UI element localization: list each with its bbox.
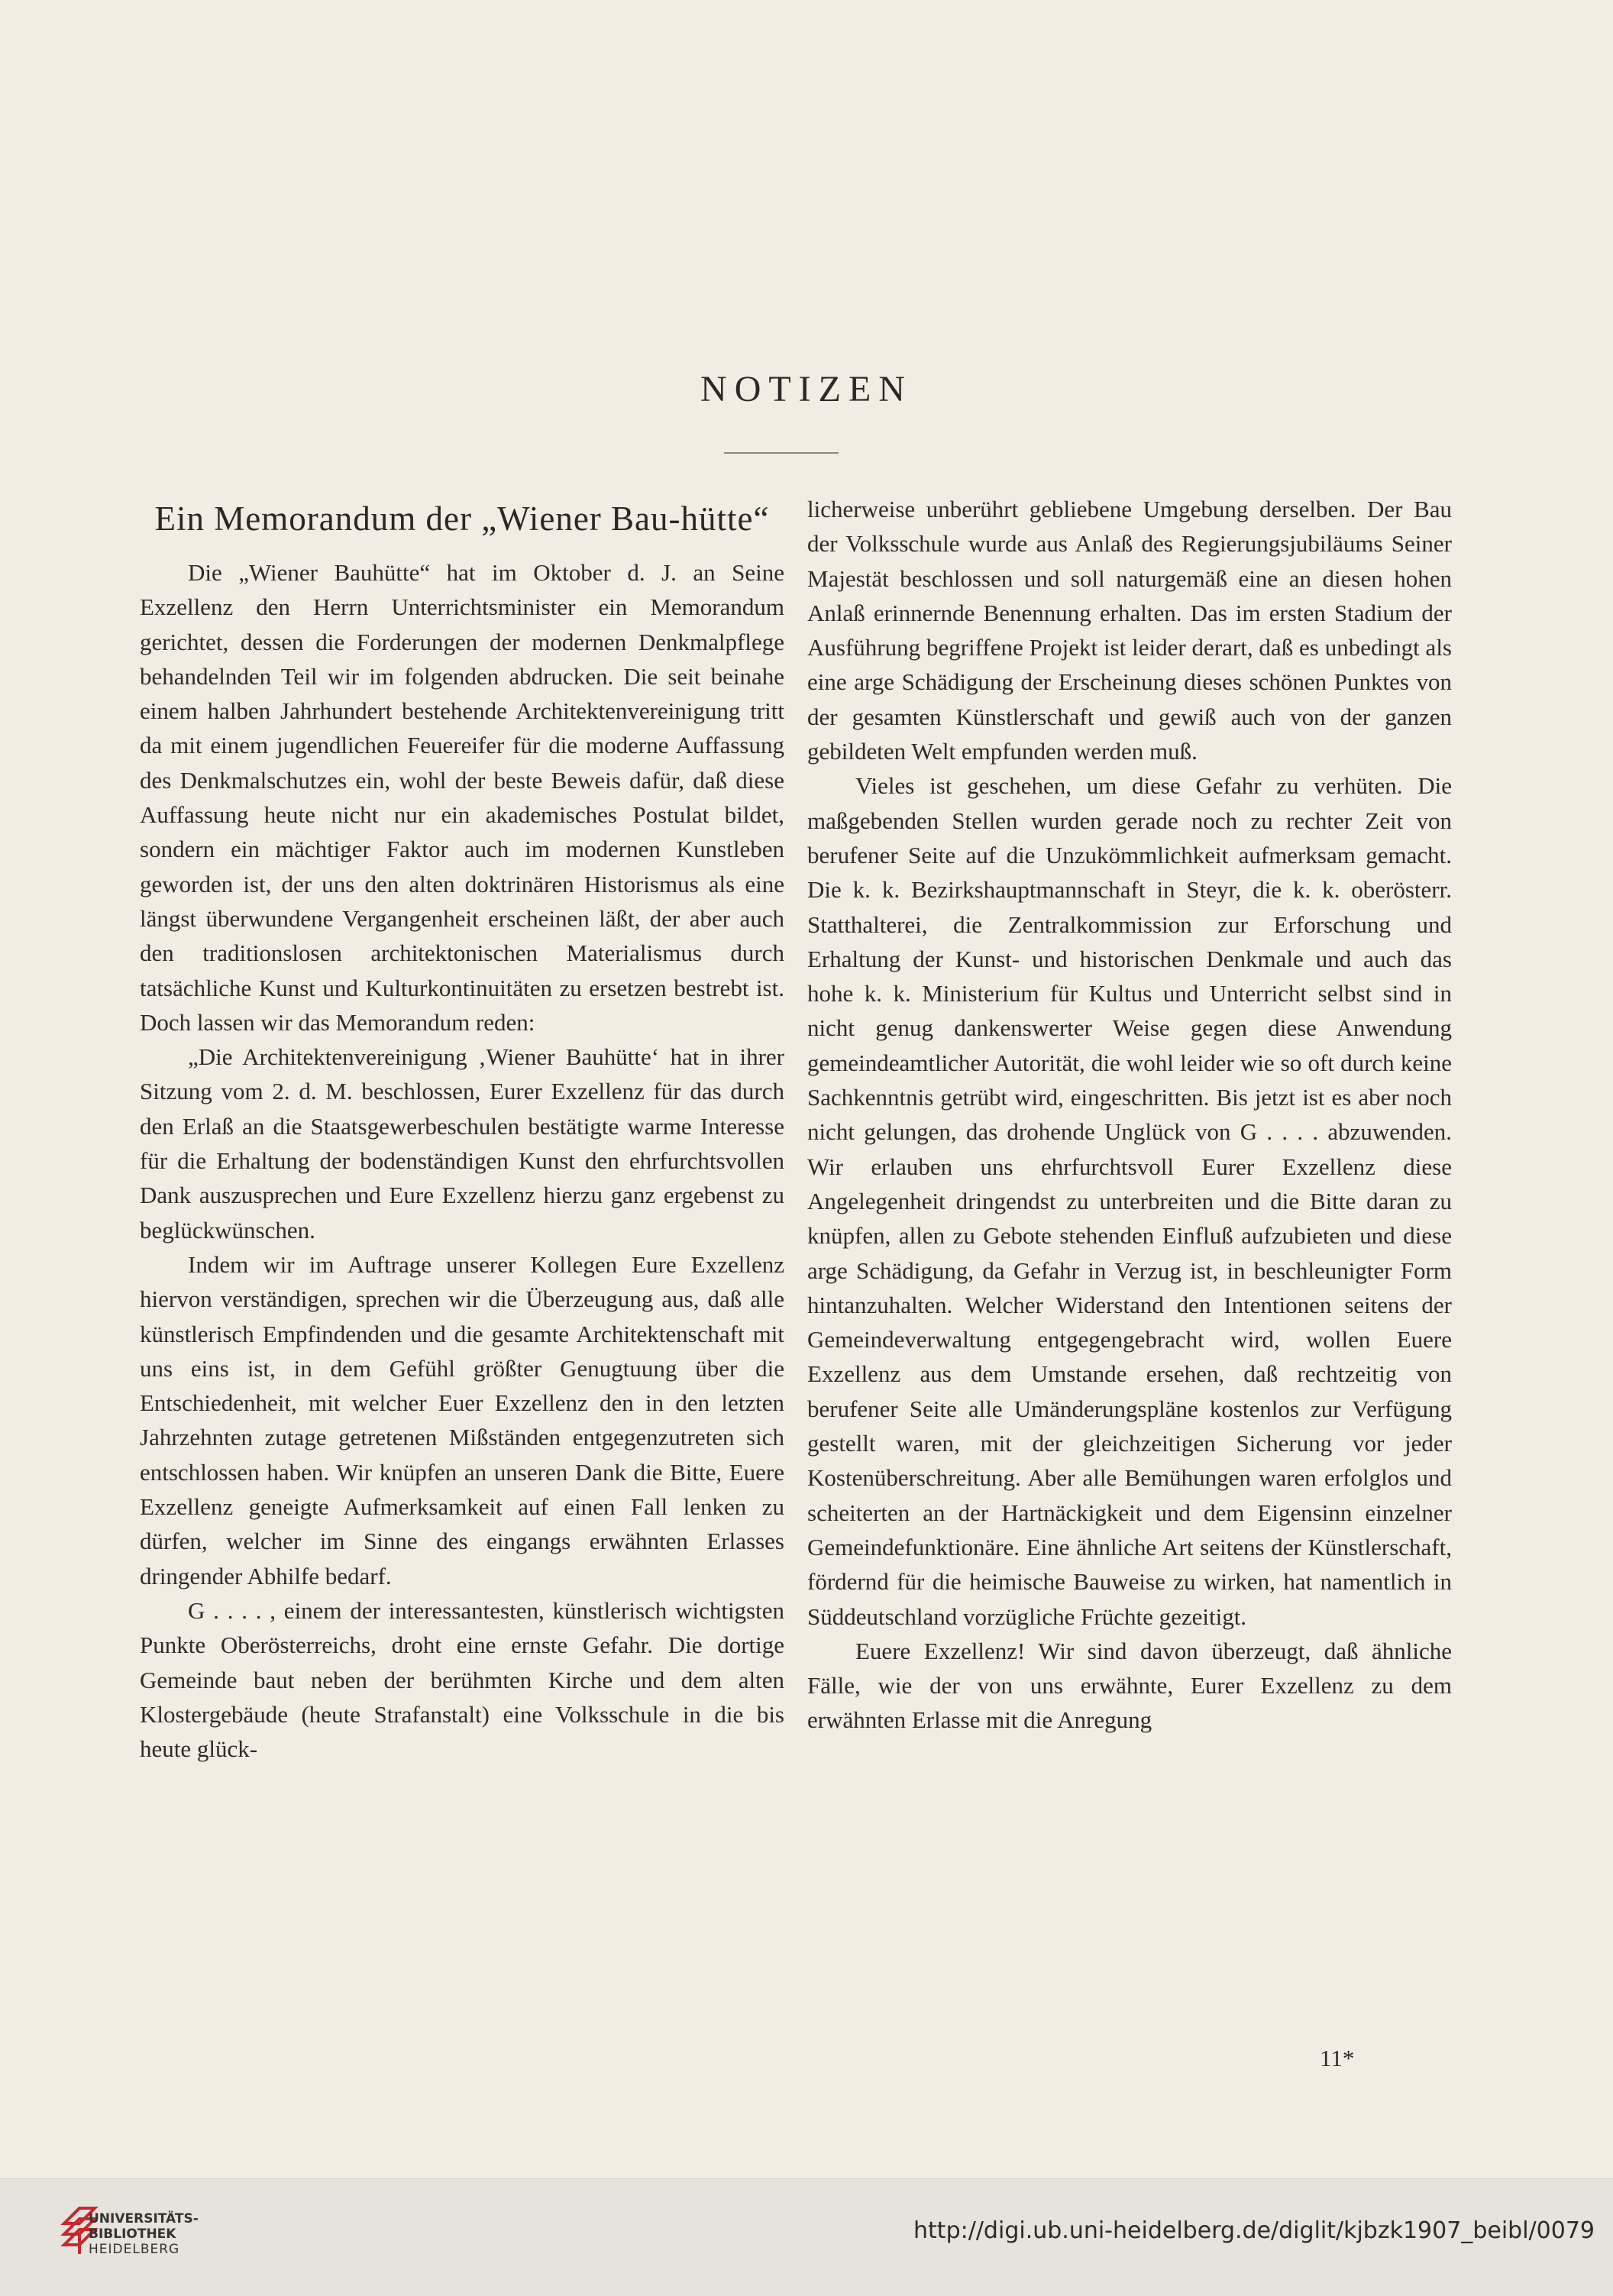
left-paragraph: G . . . . , einem der interessantesten, künstlerisch wichtigsten Punkte Oberösterreichs, droht eine ernste Gefahr. Die dortige Gemeinde baut neben der berühmten Kirche und dem alten Klostergebäude (heute Strafanstalt) eine Volksschule in die bis heute glück- bbox=[140, 1596, 784, 1763]
article-title: Ein Memorandum der „Wiener Bau-hütte“ bbox=[154, 500, 770, 538]
library-name-line: HEIDELBERG bbox=[89, 2242, 180, 2257]
section-heading: NOTIZEN bbox=[700, 369, 913, 409]
heading-divider bbox=[724, 452, 839, 454]
library-name-line: UNIVERSITÄTS- bbox=[89, 2211, 199, 2226]
library-name bbox=[89, 2211, 199, 2257]
library-footer bbox=[0, 2178, 1613, 2296]
left-column bbox=[140, 492, 784, 1766]
source-url-link[interactable]: http://digi.ub.uni-heidelberg.de/diglit/kjbzk1907_beibl/0079 bbox=[913, 2217, 1595, 2244]
page-number: 11* bbox=[1320, 2045, 1355, 2071]
right-paragraph: Vieles ist geschehen, um diese Gefahr zu verhüten. Die maßgebenden Stellen wurden gerade noch zu rechter Zeit von berufener Seite auf die Unzukömmlichkeit aufmerksam gemacht. Die k. k. Bezirkshauptmannschaft in Steyr, die k. k. oberösterr. Statthalterei, die Zentralkommission zur Erforschung und Erhaltung der Kunst- und historischen Denkmale und auch das hohe k. k. Ministerium für Kultus und Unterricht selbst sind in nicht genug dankenswerter Weise gegen diese Anwendung gemeindeamtlicher Autorität, die wohl leider wie so oft durch keine Sachkenntnis getrübt wird, eingeschritten. Bis jetzt ist es aber noch nicht gelungen, das drohende Unglück von G . . . . abzuwenden. Wir erlauben uns ehrfurchtsvoll Eurer Exzellenz diese Angelegenheit dringendst zu unterbreiten und die Bitte daran zu knüpfen, allen zu Gebote stehenden Einfluß aufzubieten und diese arge Schädigung, da Gefahr in Verzug ist, in beschleunigter Form hintanzuhalten. Welcher Widerstand den Intentionen seitens der Gemeindeverwaltung entgegengebracht wird, wollen Euere Exzellenz aus dem Umstande ersehen, daß rechtzeitig von berufener Seite alle Umänderungspläne kostenlos zur Verfügung gestellt waren, mit der gleichzeitigen Sicherung vor jeder Kostenüberschreitung. Aber alle Bemühungen waren erfolglos und scheiterten an der Hartnäckigkeit und dem Eigensinn einzelner Gemeindefunktionäre. Eine ähnliche Art seitens der Künstlerschaft, fördernd für die heimische Bauweise zu wirken, hat namentlich in Süddeutschland vorzügliche Früchte gezeitigt. bbox=[807, 772, 1452, 1630]
right-column bbox=[807, 492, 1452, 1738]
library-name-line: BIBLIOTHEK bbox=[89, 2226, 176, 2242]
right-paragraph: Euere Exzellenz! Wir sind davon überzeugt, daß ähnliche Fälle, wie der von uns erwähnte, Eurer Exzellenz zu dem erwähnten Erlasse mit die Anregung bbox=[807, 1637, 1452, 1734]
left-paragraph: Indem wir im Auftrage unserer Kollegen Eure Exzellenz hiervon verständigen, sprechen wir die Überzeugung aus, daß alle künstlerisch Empfindenden und die gesamte Architektenschaft mit uns eins ist, in dem Gefühl größter Genugtuung über die Entschiedenheit, mit welcher Euer Exzellenz den in den letzten Jahrzehnten zutage getretenen Mißständen entgegenzutreten sich entschlossen haben. Wir knüpfen an unseren Dank die Bitte, Euere Exzellenz geneigte Aufmerksamkeit auf einen Fall lenken zu dürfen, welcher im Sinne des eingangs erwähnten Erlasses dringender Abhilfe bedarf. bbox=[140, 1250, 784, 1589]
left-paragraph: Die „Wiener Bauhütte“ hat im Oktober d. J. an Seine Exzellenz den Herrn Unterrichtsminister ein Memorandum gerichtet, dessen die Forderungen der modernen Denkmalpflege behandelnden Teil wir im folgenden abdrucken. Die seit beinahe einem halben Jahrhundert bestehende Architektenvereinigung tritt da mit einem jugendlichen Feuereifer für die moderne Auffassung des Denkmalschutzes ein, wohl der beste Beweis dafür, daß diese Auffassung heute nicht nur ein akademisches Postulat bildet, sondern ein mächtiger Faktor auch im modernen Kunstleben geworden ist, der uns den alten doktrinären Historismus als eine längst überwundene Vergangenheit erscheinen läßt, der aber auch den traditionslosen architektonischen Materialismus durch tatsächliche Kunst und Kulturkontinuitäten zu ersetzen bestrebt ist. Doch lassen wir das Memorandum reden: bbox=[140, 559, 784, 1036]
left-paragraph: „Die Architektenvereinigung ‚Wiener Bauhütte‘ hat in ihrer Sitzung vom 2. d. M. beschlossen, Eurer Exzellenz für das durch den Erlaß an die Staatsgewerbeschulen bestätigte warme Interesse für die Erhaltung der bodenständigen Kunst den ehrfurchtsvollen Dank auszusprechen und Eure Exzellenz hierzu ganz ergebenst zu beglückwünschen. bbox=[140, 1043, 784, 1243]
right-paragraph: licherweise unberührt gebliebene Umgebung derselben. Der Bau der Volksschule wurde aus Anlaß des Regierungsjubiläums Seiner Majestät beschlossen und soll naturgemäß eine an diesen hohen Anlaß erinnernde Benennung erhalten. Das im ersten Stadium der Ausführung begriffene Projekt ist leider derart, daß es unbedingt als eine arge Schädigung der Erscheinung dieses schönen Punktes von der gesamten Künstlerschaft und gewiß auch von der ganzen gebildeten Welt empfunden werden muß. bbox=[807, 496, 1452, 765]
